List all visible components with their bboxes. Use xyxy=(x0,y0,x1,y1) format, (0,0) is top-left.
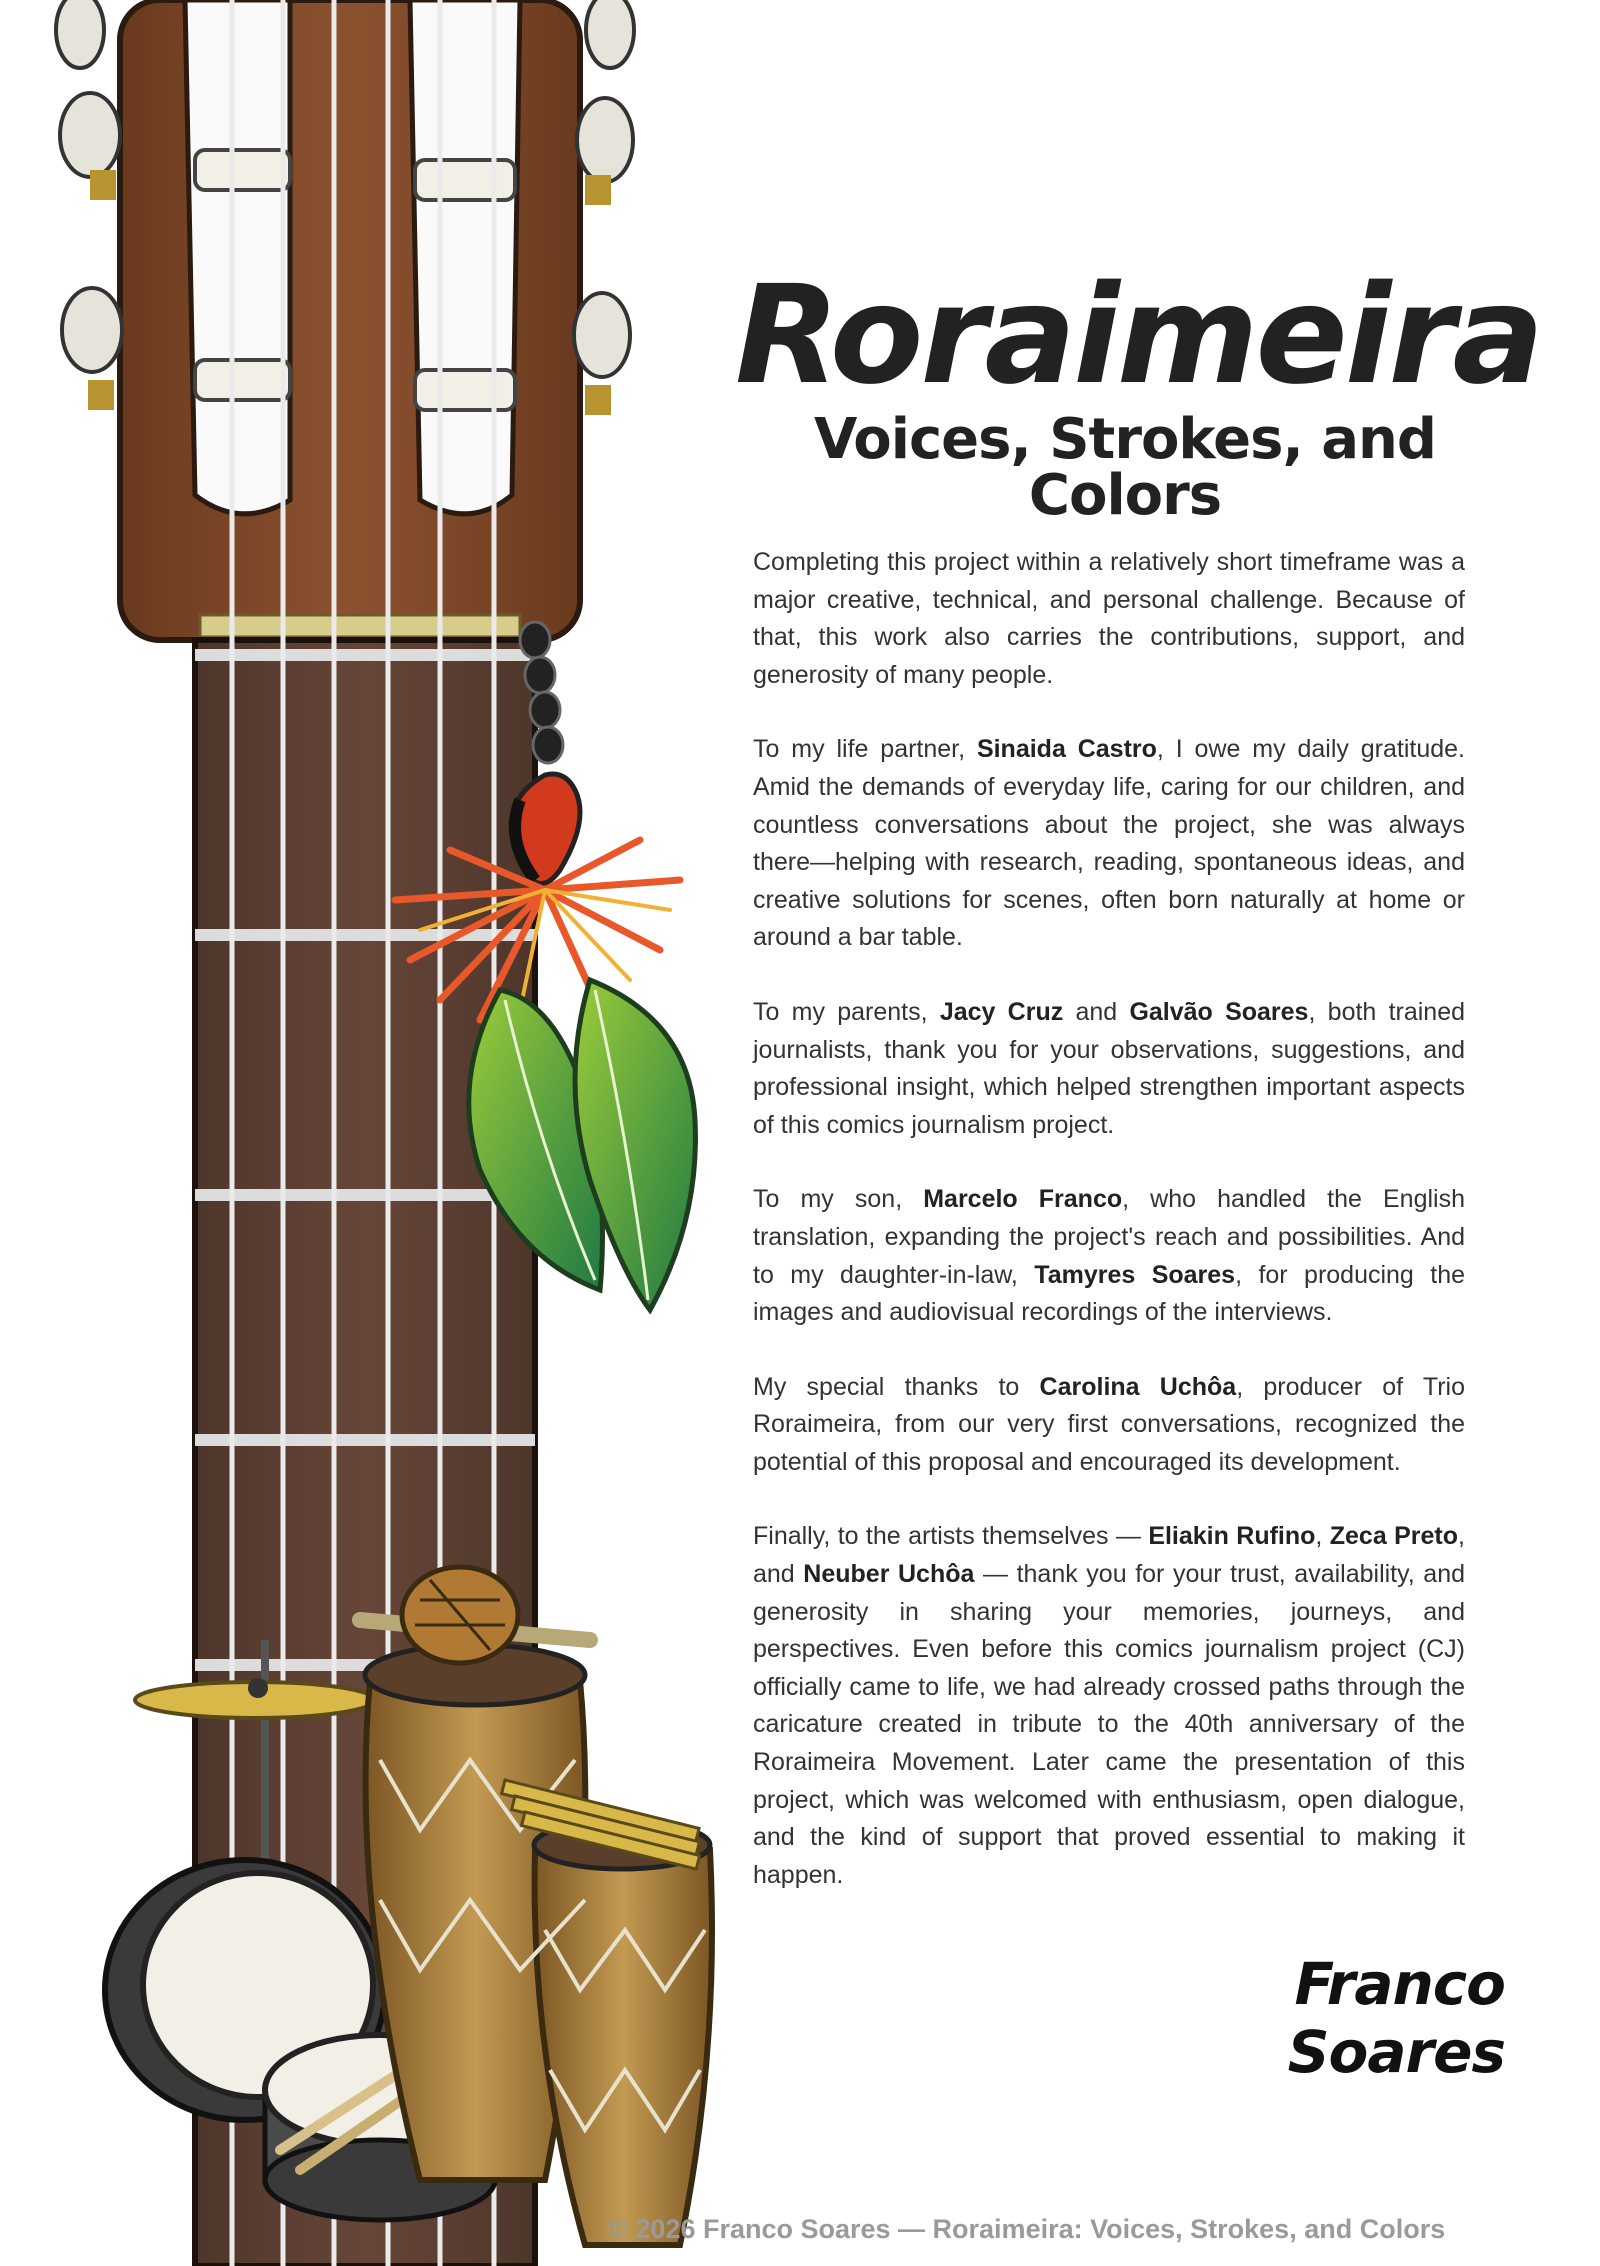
text-run: Completing this project within a relatively short timeframe was a major creative, technical, and personal challenge. Because of that, this work also carries the contributions, support, and generosity of many people. xyxy=(753,548,1465,689)
text-run: , I owe my daily gratitude. Amid the demands of everyday life, caring for our children, and countless conversations about the project, she was always there—helping with research, reading, spontaneous ideas, and creative solutions for scenes, often born naturally at home or around a bar table. xyxy=(753,735,1465,952)
paragraph-3 xyxy=(753,994,1465,1144)
copyright-footer: © 2026 Franco Soares — Roraimeira: Voices, Strokes, and Colors xyxy=(608,2214,1446,2244)
text-run: , producer of Trio Roraimeira, from our very first conversations, recognized the potential of this proposal and encouraged its development. xyxy=(753,1372,1466,1476)
acknowledgements-text xyxy=(753,544,1465,1931)
text-run: and xyxy=(1063,997,1130,1026)
text-run: — thank you for your trust, availability, and generosity in sharing your memories, journeys, and perspectives. Even before this comics journalism project (CJ) officially came to life, we had already crossed paths through the caricature created in tribute to the 40th anniversary of the Roraimeira Movement. Later came the presentation of this project, which was welcomed with enthusiasm, open dialogue, and the kind of support that proved essential to making it happen. xyxy=(753,1560,1465,1889)
text-run: , and xyxy=(753,1522,1465,1589)
person-name: Jacy Cruz xyxy=(939,997,1064,1026)
page-subtitle: Voices, Strokes, and Colors xyxy=(814,407,1436,528)
text-run: , xyxy=(1315,1522,1330,1551)
person-name: Carolina Uchôa xyxy=(1039,1372,1237,1401)
text-run: , both trained journalists, thank you for your observations, suggestions, and professional insight, which helped strengthen important aspects of this comics journalism project. xyxy=(753,997,1466,1139)
text-run: To my parents, xyxy=(753,997,940,1026)
paragraph-6 xyxy=(753,1518,1465,1894)
text-run: , for producing the images and audiovisual recordings of the interviews. xyxy=(753,1260,1466,1327)
person-name: Marcelo Franco xyxy=(923,1185,1123,1214)
guitar-headstock-icon xyxy=(56,0,634,640)
person-name: Zeca Preto xyxy=(1329,1522,1459,1551)
person-name: Neuber Uchôa xyxy=(803,1560,975,1589)
paragraph-1 xyxy=(753,544,1465,694)
paragraph-4 xyxy=(753,1181,1465,1331)
author-signature: Franco Soares xyxy=(1287,1950,1505,2086)
text-run: To my life partner, xyxy=(753,735,977,764)
person-name: Sinaida Castro xyxy=(976,735,1157,764)
title-block xyxy=(735,257,1542,528)
paragraph-2 xyxy=(753,731,1465,957)
illustration xyxy=(0,0,730,2266)
page-title: Roraimeira xyxy=(735,257,1542,415)
text-run: My special thanks to xyxy=(753,1372,1040,1401)
text-run: , who handled the English translation, expanding the project's reach and possibilities. And to my daughter-in-law, xyxy=(753,1185,1465,1289)
text-run: Finally, to the artists themselves — xyxy=(753,1522,1149,1551)
person-name: Galvão Soares xyxy=(1129,997,1309,1026)
paragraph-5 xyxy=(753,1369,1465,1482)
person-name: Eliakin Rufino xyxy=(1148,1522,1316,1551)
text-run: To my son, xyxy=(753,1185,924,1214)
person-name: Tamyres Soares xyxy=(1034,1260,1236,1289)
conga-drum-icon xyxy=(365,1645,712,2245)
